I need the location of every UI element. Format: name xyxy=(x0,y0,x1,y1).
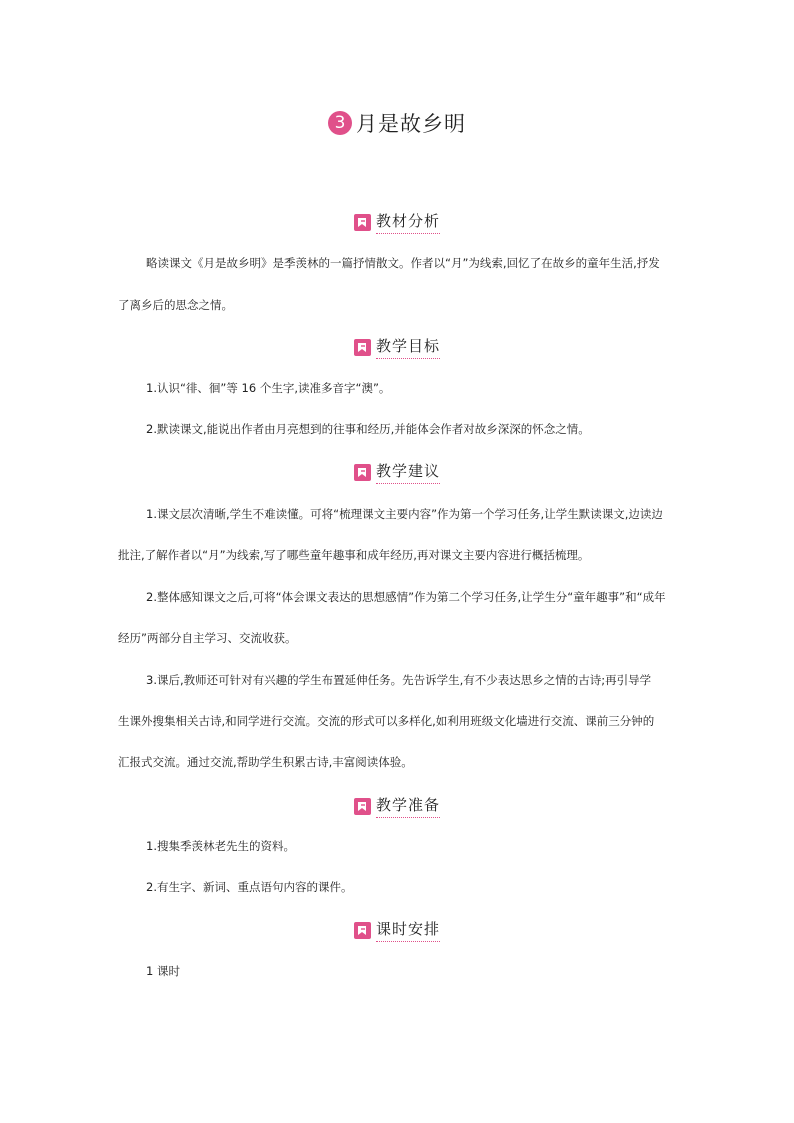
paragraph-line: 1.认识“徘、徊”等 16 个生字,读准多音字“澳”。 xyxy=(146,381,391,395)
section-title: 课时安排 xyxy=(376,918,440,942)
paragraph-line: 1.课文层次清晰,学生不难读懂。可将“梳理课文主要内容”作为第一个学习任务,让学生默读课文,边读边 xyxy=(146,507,663,521)
bookmark-arrow-icon xyxy=(354,922,371,939)
paragraph-line: 略读课文《月是故乡明》是季羡林的一篇抒情散文。作者以“月”为线索,回忆了在故乡的童年生活,抒发 xyxy=(146,256,660,270)
paragraph-line: 汇报式交流。通过交流,帮助学生积累古诗,丰富阅读体验。 xyxy=(118,755,413,769)
bookmark-arrow-icon xyxy=(354,214,371,231)
paragraph-line: 2.整体感知课文之后,可将“体会课文表达的思想感情”作为第二个学习任务,让学生分“童年趣事”和“成年 xyxy=(146,590,666,604)
section-title: 教学目标 xyxy=(376,335,440,359)
section-heading-preparation xyxy=(0,794,794,818)
bookmark-arrow-icon xyxy=(354,339,371,356)
paragraph-line: 生课外搜集相关古诗,和同学进行交流。交流的形式可以多样化,如利用班级文化墙进行交流、课前三分钟的 xyxy=(118,714,655,728)
lesson-number-badge: 3 xyxy=(328,111,352,135)
section-heading-analysis xyxy=(0,210,794,234)
paragraph-line: 3.课后,教师还可针对有兴趣的学生布置延伸任务。先告诉学生,有不少表达思乡之情的古诗;再引导学 xyxy=(146,673,652,687)
section-heading-schedule xyxy=(0,918,794,942)
paragraph-line: 了离乡后的思念之情。 xyxy=(118,298,233,312)
paragraph-line: 2.默读课文,能说出作者由月亮想到的往事和经历,并能体会作者对故乡深深的怀念之情。 xyxy=(146,422,590,436)
paragraph-line: 1.搜集季羡林老先生的资料。 xyxy=(146,839,295,853)
section-heading-suggestions xyxy=(0,460,794,484)
lesson-title-block xyxy=(0,108,794,138)
section-heading-goals xyxy=(0,335,794,359)
paragraph-line: 2.有生字、新词、重点语句内容的课件。 xyxy=(146,880,353,894)
bookmark-arrow-icon xyxy=(354,464,371,481)
section-title: 教学建议 xyxy=(376,460,440,484)
section-title: 教材分析 xyxy=(376,210,440,234)
paragraph-line: 批注,了解作者以“月”为线索,写了哪些童年趣事和成年经历,再对课文主要内容进行概括梳理。 xyxy=(118,548,590,562)
paragraph-line: 经历”两部分自主学习、交流收获。 xyxy=(118,631,297,645)
section-title: 教学准备 xyxy=(376,794,440,818)
paragraph-line: 1 课时 xyxy=(146,964,180,978)
bookmark-arrow-icon xyxy=(354,798,371,815)
lesson-title: 月是故乡明 xyxy=(356,112,466,136)
